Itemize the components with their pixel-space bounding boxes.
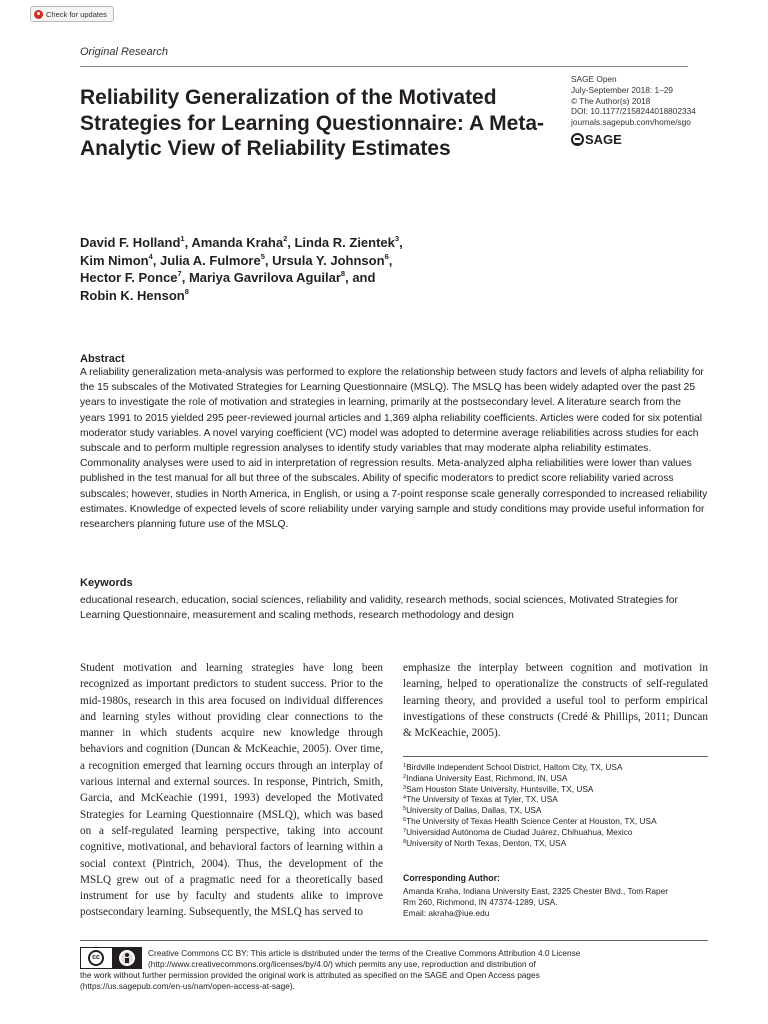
author-separator: , xyxy=(152,252,161,268)
affiliation-item xyxy=(403,805,708,816)
affiliation-marker: 2 xyxy=(403,773,407,780)
keywords-text: educational research, education, social sciences, reliability and validity, research methods, social sciences, Motivated Strategies for Learning Questionnaire, measurement and scaling methods, research methodology and design xyxy=(80,595,678,622)
affiliation-item xyxy=(403,784,708,795)
corresponding-author-address-2: Rm 260, Richmond, IN 47374-1289, USA. xyxy=(403,896,558,907)
affiliation-text: Birdville Independent School District, Haltom City, TX, USA xyxy=(406,762,623,772)
author-separator: , xyxy=(388,252,393,268)
crossmark-icon xyxy=(34,10,43,19)
affiliation-item xyxy=(403,762,708,773)
author-separator: , and xyxy=(345,270,376,286)
sage-icon xyxy=(571,133,584,146)
license-line-3: the work without further permission provided the original work is attributed as specified on the SAGE and Open Access pages xyxy=(80,970,540,980)
affiliation-item xyxy=(403,816,708,827)
abstract-text: A reliability generalization meta-analysis was performed to explore the relationship between study factors and levels of alpha reliability for the 15 subscales of the Motivated Strategies for Learning Questionnaire (MSLQ). The MSLQ has been widely adapted over the past 25 years to investigate the role of motivation and strategies in learning, primarily at the postsecondary level. A literature search from the years 1991 to 2015 yielded 295 peer-reviewed journal articles and 1,369 alpha reliability coefficients. Articles were coded for six potential moderator study variables. A novel varying coefficient (VC) model was adopted to determine average reliabilities across studies for each subscale and to perform multiple regression analyses to identify study variables that may moderate alpha reliability estimates. Commonality analyses were used to aid in interpretation of regression results. Meta-analyzed alpha reliabilities were lower than values published in the test manual for all but three of the subscales. Ability of specific moderators to predict score reliability varied across subscales; however, studies in North America, in English, or using a 7-point response scale generally corresponded to increased reliability estimates. Knowledge of expected levels of score reliability under varying sample and study conditions may provide useful information for researchers planning future use of the MSLQ. xyxy=(80,367,708,531)
affiliations-divider xyxy=(403,756,708,757)
affiliation-marker: 7 xyxy=(403,827,407,834)
affiliation-marker: 4 xyxy=(403,795,407,802)
affiliation-marker: 6 xyxy=(403,816,407,823)
check-for-updates-button[interactable] xyxy=(30,6,114,22)
affiliation-item xyxy=(403,794,708,805)
author-affiliation-marker: 7 xyxy=(177,269,182,279)
author-name: Mariya Gavrilova Aguilar xyxy=(188,270,341,286)
doi-link[interactable]: DOI: 10.1177/2158244018802334 xyxy=(571,106,696,117)
affiliation-item xyxy=(403,838,708,849)
author-affiliation-marker: 8 xyxy=(340,269,346,279)
affiliations-list xyxy=(403,762,708,848)
author-separator: , xyxy=(264,252,273,268)
check-for-updates-label: Check for updates xyxy=(46,9,107,19)
affiliation-text: University of North Texas, Denton, TX, USA xyxy=(406,837,567,848)
author-affiliation-marker: 8 xyxy=(184,286,189,296)
copyright: © The Author(s) 2018 xyxy=(571,95,651,106)
author-separator: , xyxy=(181,270,189,286)
affiliation-text: The University of Texas at Tyler, TX, USA xyxy=(406,794,558,805)
author-affiliation-marker: 3 xyxy=(394,234,400,243)
affiliation-marker: 5 xyxy=(403,806,407,813)
author-separator: , xyxy=(399,235,403,250)
author-name: Robin K. Henson xyxy=(80,287,185,303)
corresponding-author-heading: Corresponding Author: xyxy=(403,873,500,883)
affiliation-item xyxy=(403,773,708,784)
section-label: Original Research xyxy=(80,46,169,58)
journal-name: SAGE Open xyxy=(571,74,617,84)
corresponding-author-address-1: Amanda Kraha, Indiana University East, 2325 Chester Blvd., Tom Raper xyxy=(403,886,669,896)
author-name: Kim Nimon xyxy=(80,252,149,268)
affiliation-text: The University of Texas Health Science Center at Houston, TX, USA xyxy=(406,815,657,826)
journal-info xyxy=(571,74,696,128)
creative-commons-icon: cc xyxy=(88,950,104,966)
author-name: David F. Holland xyxy=(80,235,181,250)
affiliation-text: Indiana University East, Richmond, IN, USA xyxy=(406,772,568,783)
open-access-url[interactable]: (https://us.sagepub.com/en-us/nam/open-access-at-sage). xyxy=(80,981,295,991)
author-name: Linda R. Zientek xyxy=(294,235,395,250)
author-name: Hector F. Ponce xyxy=(80,270,178,286)
article-title: Reliability Generalization of the Motivated Strategies for Learning Questionnaire: A Meta-Analytic View of Reliability Estimates xyxy=(80,86,545,160)
header-divider xyxy=(80,66,688,67)
license-text xyxy=(80,948,708,992)
corresponding-author-email[interactable]: Email: akraha@iue.edu xyxy=(403,907,490,918)
affiliation-marker: 8 xyxy=(403,838,407,845)
affiliation-marker: 3 xyxy=(403,784,407,791)
author-affiliation-marker: 6 xyxy=(384,251,389,261)
journal-url[interactable]: journals.sagepub.com/home/sgo xyxy=(571,117,691,128)
license-divider xyxy=(80,940,708,941)
sage-logo xyxy=(571,132,622,147)
abstract-heading: Abstract xyxy=(80,353,125,365)
author-name: Ursula Y. Johnson xyxy=(272,252,385,268)
affiliation-text: Universidad Autónoma de Ciudad Juárez, Chihuahua, Mexico xyxy=(406,826,633,837)
keywords-heading: Keywords xyxy=(80,577,133,589)
affiliation-text: University of Dallas, Dallas, TX, USA xyxy=(406,805,542,816)
author-separator: , xyxy=(287,235,295,250)
author-name: Julia A. Fulmore xyxy=(160,252,261,268)
author-affiliation-marker: 4 xyxy=(148,251,153,261)
journal-issue: July-September 2018: 1–29 xyxy=(571,84,673,95)
license-line-1: Creative Commons CC BY: This article is distributed under the terms of the Creative Commons Attribution 4.0 License xyxy=(148,948,581,958)
body-text-left-column: Student motivation and learning strategies have long been recognized as important predictors to student success. Prior to the mid-1980s, research in this area focused on individual differences and learning styles without providing clear connections to the manner in which students acquire new knowledge through behaviors and cognition (Duncan & McKeachie, 2005). Over time, a recognition emerged that learning occurs through an interplay of various internal and external sources. In response, Pintrich, Smith, Garcia, and McKeachie (1991, 1993) developed the Motivated Strategies for Learning Questionnaire (MSLQ), which was based on a self-regulated learning perspective, taking into account cognitive, motivational, and behavioral factors of learning within a social context (Pintrich, 2004). Thus, the development of the MSLQ grew out of a pragmatic need for a theoretically based instrument for use by faculty and students alike to improve postsecondary learning. Subsequently, the MSLQ has served to xyxy=(80,662,383,919)
author-affiliation-marker: 2 xyxy=(283,234,288,243)
body-text-right-column: emphasize the interplay between cognition and motivation in learning, helped to operationalize the constructs of self-regulated learning theory, and provided a useful tool to perform empirical investigations of these constructs (Credé & Phillips, 2011; Duncan & McKeachie, 2005). xyxy=(403,662,708,740)
author-separator: , xyxy=(184,235,192,250)
author-affiliation-marker: 1 xyxy=(180,234,185,243)
affiliation-marker: 1 xyxy=(403,763,407,769)
author-list xyxy=(80,234,500,304)
sage-logo-text: SAGE xyxy=(585,132,622,147)
affiliation-text: Sam Houston State University, Huntsville, TX, USA xyxy=(406,783,594,794)
affiliation-item xyxy=(403,827,708,838)
author-affiliation-marker: 5 xyxy=(260,251,265,261)
corresponding-author-details xyxy=(403,886,708,918)
author-name: Amanda Kraha xyxy=(191,235,284,250)
license-url[interactable]: (http://www.creativecommons.org/licenses/by/4.0/) which permits any use, reproduction and distribution of xyxy=(148,959,536,969)
